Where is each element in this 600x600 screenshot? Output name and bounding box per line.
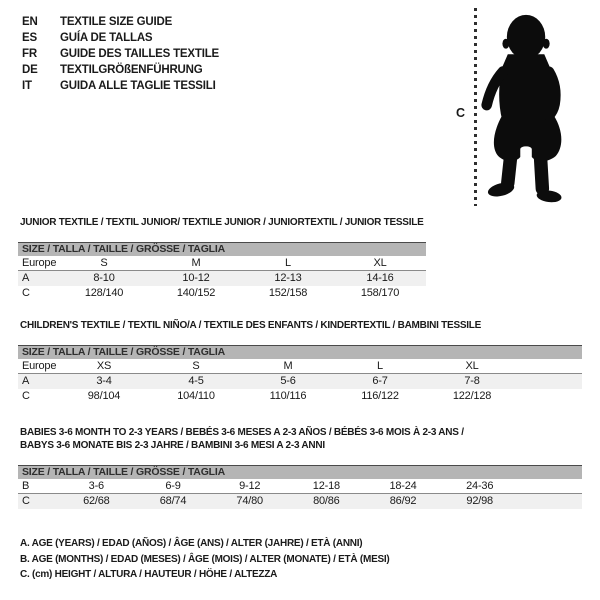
size-header-bar: SIZE / TALLA / TAILLE / GRÖSSE / TAGLIA: [18, 345, 582, 359]
row-cells: [58, 374, 518, 389]
table-row: [18, 271, 426, 286]
language-label: TEXTILGRÖßENFÜHRUNG: [60, 64, 203, 76]
footnote-a: A. AGE (YEARS) / EDAD (AÑOS) / ÂGE (ANS) / ALTER (JAHRE) / ETÀ (ANNI): [20, 538, 363, 549]
table-cell: 10-12: [182, 272, 210, 284]
language-row-es: [22, 30, 219, 46]
table-cell: 62/68: [83, 495, 110, 507]
table-cell: 158/170: [360, 287, 400, 299]
table-cell: 152/158: [268, 287, 308, 299]
table-cell: 24-36: [466, 480, 494, 492]
language-label: GUIDA ALLE TAGLIE TESSILI: [60, 80, 216, 92]
language-code: DE: [22, 64, 38, 76]
table-cell: M: [283, 360, 293, 372]
table-cell: S: [100, 257, 108, 269]
baby-figure: [450, 6, 598, 214]
footnotes: [20, 536, 390, 583]
row-label: C: [22, 495, 30, 507]
size-table-section-2: [18, 319, 582, 404]
language-label: GUIDE DES TAILLES TEXTILE: [60, 48, 219, 60]
size-table: [18, 242, 426, 301]
table-cell: 80/86: [313, 495, 340, 507]
table-cell: 12-18: [312, 480, 340, 492]
table-cell: 68/74: [159, 495, 187, 507]
table-cell: 9-12: [239, 480, 261, 492]
table-title-line: BABYS 3-6 MONATE BIS 2-3 JAHRE / BAMBINI 3-6 MESI A 2-3 ANNI: [20, 440, 325, 451]
size-table: [18, 465, 582, 509]
table-title-line: CHILDREN'S TEXTILE / TEXTIL NIÑO/A / TEXTILE DES ENFANTS / KINDERTEXTIL / BAMBINI TESSILE: [20, 320, 482, 331]
table-title-line: JUNIOR TEXTILE / TEXTIL JUNIOR/ TEXTILE JUNIOR / JUNIORTEXTIL / JUNIOR TESSILE: [20, 217, 424, 228]
language-list: [22, 14, 219, 94]
table-cell: XL: [465, 360, 479, 372]
table-cell: 74/80: [236, 495, 263, 507]
table-cell: 5-6: [280, 375, 296, 387]
row-cells: [58, 271, 426, 286]
table-cell: 122/128: [452, 390, 492, 402]
table-cell: 110/116: [269, 390, 307, 402]
table-cell: 6-7: [372, 375, 388, 387]
table-cell: 18-24: [389, 480, 417, 492]
row-label: Europe: [22, 257, 57, 269]
table-cell: 140/152: [176, 287, 216, 299]
table-cell: 6-9: [165, 480, 181, 492]
row-cells: [58, 256, 426, 270]
language-label: TEXTILE SIZE GUIDE: [60, 16, 173, 28]
row-cells: [58, 479, 518, 493]
height-measure-label: C: [456, 106, 466, 120]
table-cell: 98/104: [87, 390, 121, 402]
language-code: EN: [22, 16, 38, 28]
language-row-fr: [22, 46, 219, 62]
language-row-it: [22, 78, 219, 94]
row-label: C: [22, 390, 30, 402]
table-cell: M: [191, 257, 201, 269]
row-label: B: [22, 480, 30, 492]
table-cell: 128/140: [84, 287, 124, 299]
size-table: [18, 345, 582, 404]
row-label: A: [22, 375, 30, 387]
row-label: A: [22, 272, 30, 284]
row-label: Europe: [22, 360, 57, 372]
table-title: [20, 216, 426, 229]
height-measure-dashed-line: [474, 8, 477, 206]
table-title-line: BABIES 3-6 MONTH TO 2-3 YEARS / BEBÉS 3-6 MESES A 2-3 AÑOS / BÉBÉS 3-6 MOIS À 2-3 ANS /: [20, 427, 464, 438]
table-cell: 116/122: [361, 390, 399, 402]
table-row: [18, 359, 582, 374]
footnote-b: B. AGE (MONTHS) / EDAD (MESES) / ÂGE (MOIS) / ALTER (MONATE) / ETÀ (MESI): [20, 553, 390, 565]
table-cell: L: [285, 257, 291, 269]
row-cells: [58, 494, 518, 509]
size-header-bar: SIZE / TALLA / TAILLE / GRÖSSE / TAGLIA: [18, 242, 426, 256]
row-cells: [58, 359, 518, 373]
footnote-c: C. (cm) HEIGHT / ALTURA / HAUTEUR / HÖHE / ALTEZZA: [20, 569, 278, 580]
size-table-section-1: [18, 216, 426, 301]
table-row: [18, 479, 582, 494]
table-cell: 12-13: [274, 272, 302, 284]
language-row-en: [22, 14, 219, 30]
size-header-bar: SIZE / TALLA / TAILLE / GRÖSSE / TAGLIA: [18, 465, 582, 479]
size-table-section-3: [18, 426, 582, 509]
row-label: C: [22, 287, 30, 299]
table-title: [20, 426, 582, 452]
row-cells: [58, 389, 518, 404]
table-cell: 104/110: [177, 390, 215, 402]
table-cell: S: [192, 360, 200, 372]
table-title: [20, 319, 582, 332]
table-cell: 3-6: [88, 480, 104, 492]
table-row: [18, 256, 426, 271]
language-label: GUÍA DE TALLAS: [60, 32, 153, 44]
row-cells: [58, 286, 426, 301]
language-row-de: [22, 62, 219, 78]
table-cell: 7-8: [464, 375, 480, 387]
table-cell: XL: [373, 257, 387, 269]
language-code: ES: [22, 32, 37, 44]
table-row: [18, 286, 426, 301]
language-code: FR: [22, 48, 37, 60]
table-cell: L: [377, 360, 383, 372]
table-cell: 4-5: [188, 375, 204, 387]
baby-silhouette-icon: [479, 8, 575, 208]
table-cell: 3-4: [96, 375, 112, 387]
language-code: IT: [22, 80, 32, 92]
table-cell: 14-16: [366, 272, 394, 284]
table-cell: 86/92: [389, 495, 417, 507]
table-row: [18, 494, 582, 509]
table-cell: 8-10: [93, 272, 115, 284]
table-row: [18, 374, 582, 389]
table-cell: 92/98: [466, 495, 493, 507]
table-cell: XS: [96, 360, 112, 372]
table-row: [18, 389, 582, 404]
